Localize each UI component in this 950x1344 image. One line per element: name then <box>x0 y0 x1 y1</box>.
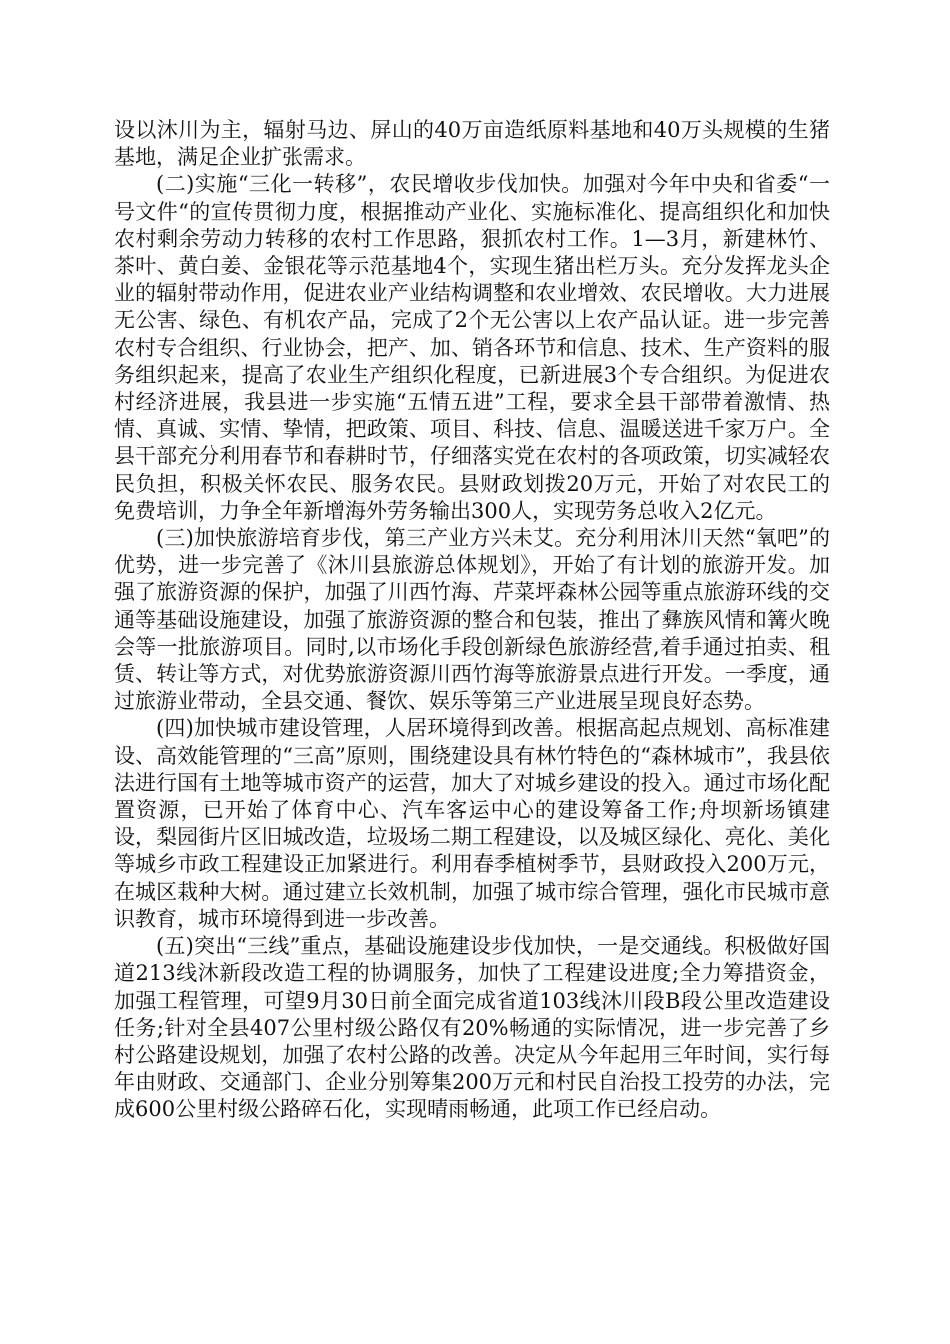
paragraph-section-2: (二)实施“三化一转移”，农民增收步伐加快。加强对今年中央和省委“一号文件“的宣传贯彻力度，根据推动产业化、实施标准化、提高组织化和加快农村剩余劳动力转移的农村工作思路，狠抓农村工作。1—3月，新建林竹、茶叶、黄白姜、金银花等示范基地4个，实现生猪出栏万头。充分发挥龙头企业的辐射带动作用，促进农业产业结构调整和农业增效、农民增收。大力进展无公害、绿色、有机农产品，完成了2个无公害以上农产品认证。进一步完善农村专合组织、行业协会，把产、加、销各环节和信息、技术、生产资料的服务组织起来，提高了农业生产组织化程度，已新进展3个专合组织。为促进农村经济进展，我县进一步实施“五情五进”工程，要求全县干部带着激情、热情、真诚、实情、挚情，把政策、项目、科技、信息、温暖送进千家万户。全县干部充分利用春节和春耕时节，仔细落实党在农村的各项政策，切实减轻农民负担，积极关怀农民、服务农民。县财政划拨20万元，开始了对农民工的免费培训，力争全年新增海外劳务输出300人，实现劳务总收入2亿元。 <box>114 172 830 523</box>
paragraph-continuation: 设以沐川为主，辐射马边、屏山的40万亩造纸原料基地和40万头规模的生猪基地，满足企业扩张需求。 <box>114 118 830 170</box>
paragraph-section-3: (三)加快旅游培育步伐，第三产业方兴未艾。充分利用沐川天然“氧吧”的优势，进一步完善了《沐川县旅游总体规划》，开始了有计划的旅游开发。加强了旅游资源的保护，加强了川西竹海、芹菜坪森林公园等重点旅游环线的交通等基础设施建设，加强了旅游资源的整合和包装，推出了彝族风情和篝火晚会等一批旅游项目。同时,以市场化手段创新绿色旅游经营,着手通过拍卖、租赁、转让等方式，对优势旅游资源川西竹海等旅游景点进行开发。一季度，通过旅游业带动，全县交通、餐饮、娱乐等第三产业进展呈现良好态势。 <box>114 526 830 714</box>
paragraph-section-5: (五)突出“三线”重点，基础设施建设步伐加快，一是交通线。积极做好国道213线沐新段改造工程的协调服务，加快了工程建设进度;全力筹措资金，加强工程管理，可望9月30日前全面完成省道103线沐川段B段公里改造建设任务;针对全县407公里村级公路仅有20%畅通的实际情况，进一步完善了乡村公路建设规划，加强了农村公路的改善。决定从今年起用三年时间，实行每年由财政、交通部门、企业分别筹集200万元和村民自治投工投劳的办法，完成600公里村级公路碎石化，实现晴雨畅通，此项工作已经启动。 <box>114 934 830 1122</box>
document-body <box>114 117 830 1124</box>
paragraph-section-4: (四)加快城市建设管理，人居环境得到改善。根据高起点规划、高标准建设、高效能管理的“三高”原则，围绕建设具有林竹特色的“森林城市”，我县依法进行国有土地等城市资产的运营，加大了对城乡建设的投入。通过市场化配置资源，已开始了体育中心、汽车客运中心的建设筹备工作;舟坝新场镇建设，梨园街片区旧城改造，垃圾场二期工程建设，以及城区绿化、亮化、美化等城乡市政工程建设正加紧进行。利用春季植树季节，县财政投入200万元，在城区栽种大树。通过建立长效机制，加强了城市综合管理，强化市民城市意识教育，城市环境得到进一步改善。 <box>114 716 830 931</box>
